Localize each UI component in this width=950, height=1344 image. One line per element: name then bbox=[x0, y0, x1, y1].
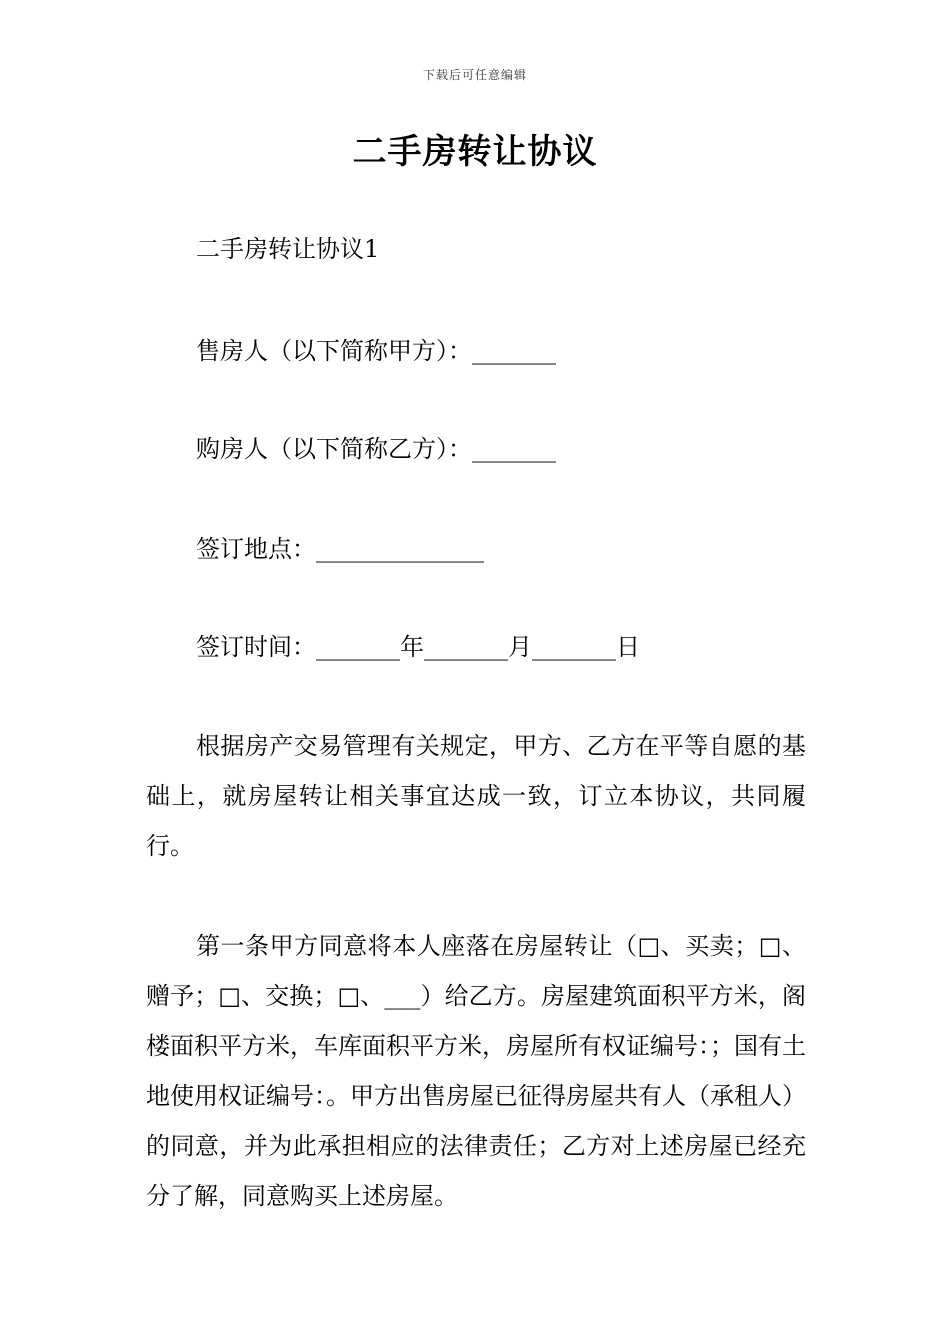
buyer-field: 购房人（以下简称乙方）：_______ bbox=[196, 435, 556, 463]
header-note: 下载后可任意编辑 bbox=[422, 68, 527, 82]
document-title: 二手房转让协议 bbox=[352, 132, 598, 172]
signing-time-field: 签订时间：_______年_______月_______日 bbox=[196, 633, 640, 661]
article-1-paragraph: 第一条甲方同意将本人座落在房屋转让（□、买卖；□、赠予；□、交换；□、___）给乙方。房屋建筑面积平方米，阁楼面积平方米，车库面积平方米，房屋所有权证编号：；国有土地使用权证编号：。甲方出售房屋已征得房屋共有人（承租人）的同意，并为此承担相应的法律责任；乙方对上述房屋已经充分了解，同意购买上述房屋。 bbox=[146, 932, 806, 1210]
seller-field: 售房人（以下简称甲方）：_______ bbox=[196, 337, 556, 365]
intro-paragraph: 根据房产交易管理有关规定，甲方、乙方在平等自愿的基础上，就房屋转让相关事宜达成一致，订立本协议，共同履行。 bbox=[146, 732, 806, 860]
agreement-subtitle: 二手房转让协议1 bbox=[196, 235, 380, 263]
signing-place-field: 签订地点：______________ bbox=[196, 535, 484, 563]
